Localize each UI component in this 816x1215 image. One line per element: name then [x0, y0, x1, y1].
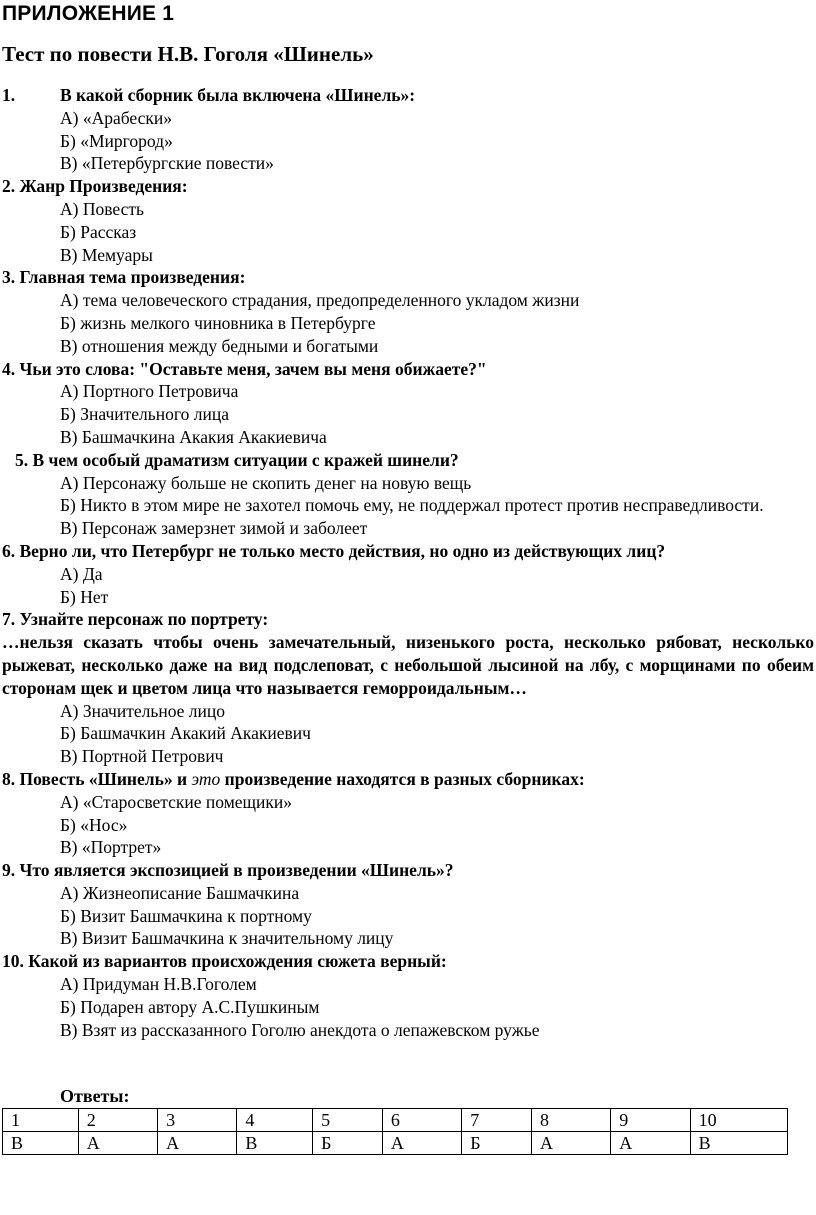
- answers-number-row: [3, 1109, 788, 1132]
- question-5-text: 5. В чем особый драматизм ситуации с кражей шинели?: [15, 449, 459, 470]
- question-2-option-c: В) Мемуары: [60, 244, 153, 265]
- answer-number: 8: [531, 1109, 610, 1132]
- question-9: [0, 859, 816, 950]
- question-10-option-c: В) Взят из рассказанного Гоголю анекдота о лепажевском ружье: [60, 1019, 540, 1040]
- question-7-option-a: А) Значительное лицо: [60, 700, 226, 721]
- question-list: [0, 84, 816, 1041]
- answer-letter: Б: [462, 1132, 532, 1155]
- answer-letter: В: [690, 1132, 787, 1155]
- question-8-italic-word: это: [191, 768, 221, 789]
- question-9-option-a: А) Жизнеописание Башмачкина: [60, 882, 300, 903]
- answer-letter: А: [382, 1132, 461, 1155]
- appendix-heading: ПРИЛОЖЕНИЕ 1: [2, 2, 175, 25]
- answer-letter: А: [531, 1132, 610, 1155]
- question-10-option-a: А) Придуман Н.В.Гоголем: [60, 974, 257, 995]
- answer-number: 1: [3, 1109, 79, 1132]
- answer-letter: Б: [313, 1132, 383, 1155]
- answer-number: 3: [158, 1109, 237, 1132]
- question-5-option-a: А) Персонажу больше не скопить денег на новую вещь: [60, 472, 472, 493]
- question-1-text: 1. В какой сборник была включена «Шинель»:: [2, 85, 416, 105]
- question-8-text: 8. Повесть «Шинель» и это произведение находятся в разных сборниках:: [2, 768, 585, 789]
- answers-title: Ответы:: [60, 1086, 130, 1106]
- question-3-option-b: Б) жизнь мелкого чиновника в Петербурге: [60, 312, 376, 333]
- question-4: [0, 358, 816, 449]
- answer-letter: А: [78, 1132, 157, 1155]
- question-2-option-a: А) Повесть: [60, 198, 144, 219]
- question-3-option-a: А) тема человеческого страдания, предопределенного укладом жизни: [60, 290, 580, 311]
- answer-number: 7: [462, 1109, 532, 1132]
- question-5-option-c: В) Персонаж замерзнет зимой и заболеет: [60, 518, 368, 539]
- answers-table: [2, 1108, 788, 1155]
- question-1-option-b: Б) «Миргород»: [60, 130, 173, 151]
- question-1-option-c: В) «Петербургские повести»: [60, 153, 274, 174]
- test-title: Тест по повести Н.В. Гоголя «Шинель»: [2, 42, 374, 66]
- answers-letter-row: [3, 1132, 788, 1155]
- question-6-option-b: Б) Нет: [60, 586, 109, 607]
- question-4-option-c: В) Башмачкина Акакия Акакиевича: [60, 426, 327, 447]
- question-10: [0, 950, 816, 1041]
- answer-letter: В: [3, 1132, 79, 1155]
- question-3-text: 3. Главная тема произведения:: [2, 267, 246, 288]
- question-9-option-c: В) Визит Башмачкина к значительному лицу: [60, 928, 394, 949]
- question-9-option-b: Б) Визит Башмачкина к портному: [60, 905, 312, 926]
- question-2: [0, 175, 816, 266]
- question-7: [0, 608, 816, 768]
- question-6: [0, 540, 816, 608]
- question-8-option-b: Б) «Нос»: [60, 814, 128, 835]
- answer-number: 5: [313, 1109, 383, 1132]
- question-8-option-a: А) «Старосветские помещики»: [60, 791, 293, 812]
- question-6-text: 6. Верно ли, что Петербург не только место действия, но одно из действующих лиц?: [2, 540, 666, 561]
- question-1-number: 1.: [2, 85, 16, 105]
- question-7-option-c: В) Портной Петрович: [60, 746, 224, 767]
- question-3: [0, 266, 816, 357]
- question-1-option-a: А) «Арабески»: [60, 107, 173, 128]
- answer-number: 4: [237, 1109, 313, 1132]
- question-10-text: 10. Какой из вариантов происхождения сюжета верный:: [2, 951, 447, 972]
- answer-number: 9: [611, 1109, 690, 1132]
- answer-number: 6: [382, 1109, 461, 1132]
- answer-number: 10: [690, 1109, 787, 1132]
- question-5-option-b: Б) Никто в этом мире не захотел помочь ему, не поддержал протест против несправедливости.: [60, 495, 764, 516]
- question-7-text: 7. Узнайте персонаж по портрету:: [2, 609, 269, 630]
- question-7-option-b: Б) Башмачкин Акакий Акакиевич: [60, 723, 311, 744]
- question-4-option-a: А) Портного Петровича: [60, 381, 239, 402]
- question-9-text: 9. Что является экспозицией в произведении «Шинель»?: [2, 860, 454, 881]
- question-6-option-a: А) Да: [60, 563, 103, 584]
- answer-letter: В: [237, 1132, 313, 1155]
- answer-letter: А: [158, 1132, 237, 1155]
- question-2-option-b: Б) Рассказ: [60, 221, 137, 242]
- question-10-option-b: Б) Подарен автору А.С.Пушкиным: [60, 996, 320, 1017]
- question-8-option-c: В) «Портрет»: [60, 837, 162, 858]
- question-1: [0, 84, 816, 175]
- answer-letter: А: [611, 1132, 690, 1155]
- answer-number: 2: [78, 1109, 157, 1132]
- question-4-option-b: Б) Значительного лица: [60, 404, 229, 425]
- question-4-text: 4. Чьи это слова: "Оставьте меня, зачем вы меня обижаете?": [2, 358, 487, 379]
- question-7-portrait-quote: …нельзя сказать чтобы очень замечательный, низенького роста, несколько рябоват, несколько рыжеват, несколько даже на вид подслеповат, с небольшой лысиной на лбу, с морщинами по обеим сторонам щек и цветом лица что называется геморроидальным…: [2, 632, 814, 698]
- question-5: [0, 449, 816, 540]
- question-3-option-c: В) отношения между бедными и богатыми: [60, 335, 379, 356]
- question-2-text: 2. Жанр Произведения:: [2, 176, 188, 197]
- question-8: [0, 768, 816, 859]
